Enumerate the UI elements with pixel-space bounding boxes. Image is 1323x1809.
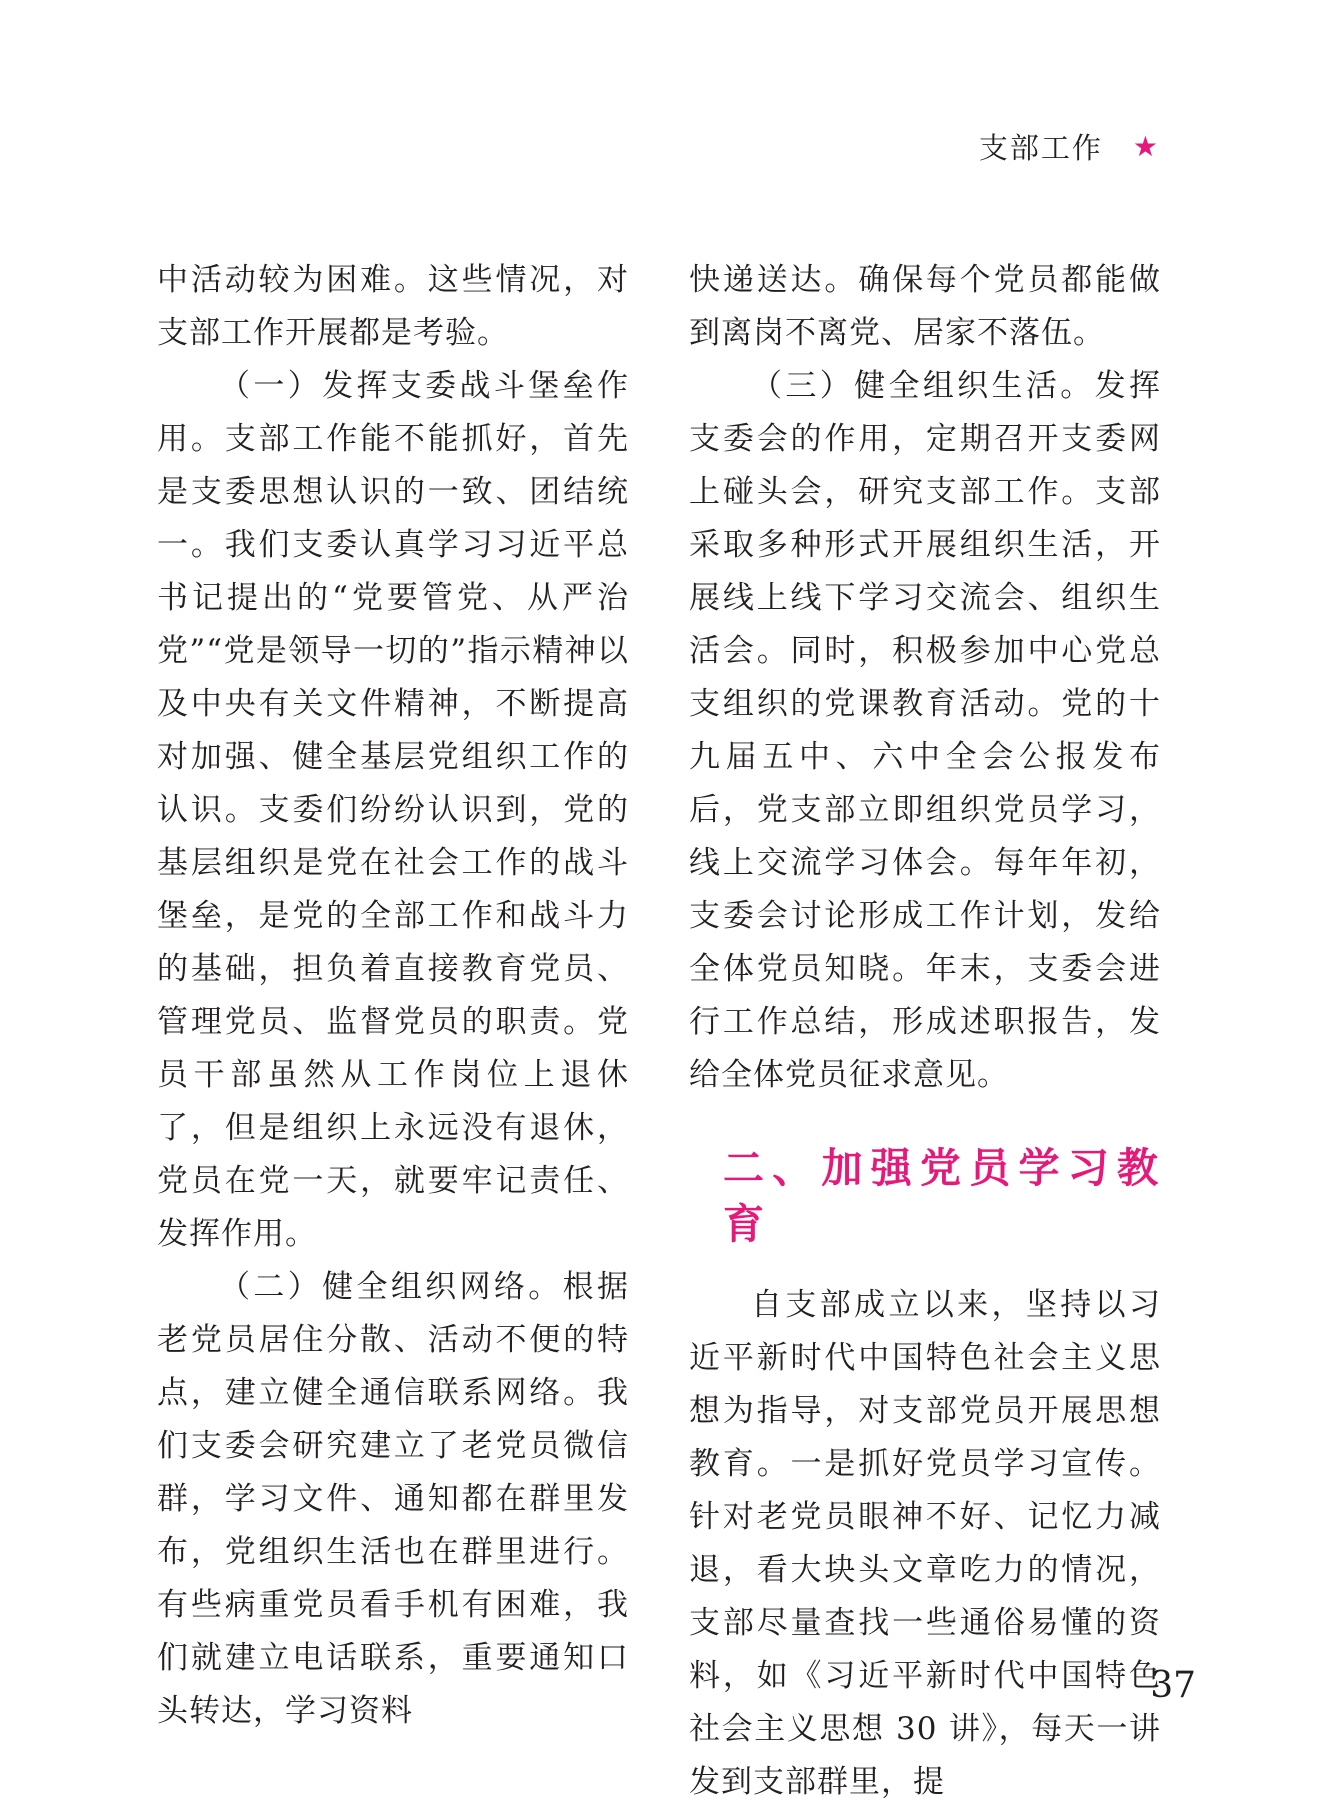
right-column [689, 254, 1161, 1809]
page-number: 37 [1150, 1665, 1196, 1706]
left-column [157, 254, 629, 1738]
paragraph-continued: 快递送达。确保每个党员都能做到离岗不离党、居家不落伍。 [689, 262, 1161, 351]
section-title: 支部工作 [978, 131, 1103, 165]
paragraph-item-2: （二）健全组织网络。根据老党员居住分散、活动不便的特点，建立健全通信联系网络。我们支委会研究建立了老党员微信群，学习文件、通知都在群里发布，党组织生活也在群里进行。有些病重党员看手机有困难，我们就建立电话联系，重要通知口头转达，学习资料 [157, 1269, 629, 1729]
star-icon: ★ [1132, 129, 1158, 163]
paragraph-item-3: （三）健全组织生活。发挥支委会的作用，定期召开支委网上碰头会，研究支部工作。支部采取多种形式开展组织生活，开展线上线下学习交流会、组织生活会。同时，积极参加中心党总支组织的党课教育活动。党的十九届五中、六中全会公报发布后，党支部立即组织党员学习，线上交流学习体会。每年年初，支委会讨论形成工作计划，发给全体党员知晓。年末，支委会进行工作总结，形成述职报告，发给全体党员征求意见。 [689, 368, 1161, 1093]
running-header [979, 126, 1158, 167]
paragraph-item-1: （一）发挥支委战斗堡垒作用。支部工作能不能抓好，首先是支委思想认识的一致、团结统一。我们支委认真学习习近平总书记提出的“党要管党、从严治党”“党是领导一切的”指示精神以及中央有关文件精神，不断提高对加强、健全基层党组织工作的认识。支委们纷纷认识到，党的基层组织是党在社会工作的战斗堡垒，是党的全部工作和战斗力的基础，担负着直接教育党员、管理党员、监督党员的职责。党员干部虽然从工作岗位上退休了，但是组织上永远没有退休，党员在党一天，就要牢记责任、发挥作用。 [157, 368, 629, 1252]
paragraph-education: 自支部成立以来，坚持以习近平新时代中国特色社会主义思想为指导，对支部党员开展思想教育。一是抓好党员学习宣传。针对老党员眼神不好、记忆力减退，看大块头文章吃力的情况，支部尽量查找一些通俗易懂的资料，如《习近平新时代中国特色社会主义思想 30 讲》，每天一讲发到支部群里，提 [689, 1287, 1161, 1800]
section-heading: 二、加强党员学习教育 [723, 1144, 1161, 1248]
paragraph-continued: 中活动较为困难。这些情况，对支部工作开展都是考验。 [157, 262, 629, 351]
